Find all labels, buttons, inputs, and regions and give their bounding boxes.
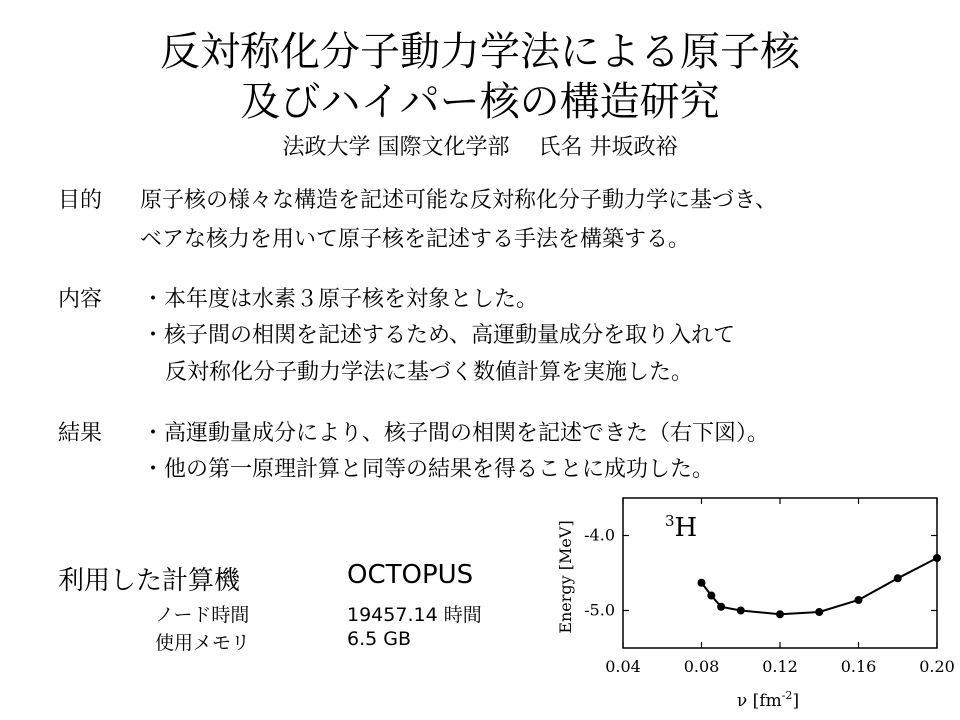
computer-name: OCTOPUS <box>347 560 474 590</box>
computer-label: 利用した計算機 <box>58 566 241 596</box>
purpose-line-1: 原子核の様々な構造を記述可能な反対称化分子動力学に基づき、 <box>140 188 778 213</box>
x-tick-label: 0.16 <box>840 657 877 676</box>
results-label: 結果 <box>58 421 103 446</box>
series-line <box>702 558 938 614</box>
x-axis-label-superscript: -2 <box>781 689 793 702</box>
data-point <box>776 610 784 618</box>
page-title-line2: 及びハイパー核の構造研究 <box>240 79 720 125</box>
memory-label: 使用メモリ <box>155 632 251 654</box>
energy-chart <box>548 492 960 720</box>
memory-value: 6.5 GB <box>347 628 412 650</box>
page-title-line1: 反対称化分子動力学法による原子核 <box>160 29 800 75</box>
x-axis-label-end: ] <box>792 691 800 711</box>
data-point <box>855 596 863 604</box>
y-tick-label: -5.0 <box>584 600 615 620</box>
annotation-main: H <box>674 513 698 543</box>
data-point <box>933 554 941 562</box>
data-point <box>815 608 823 616</box>
y-axis-label: Energy [MeV] <box>556 520 575 634</box>
data-point <box>894 574 902 582</box>
x-tick-label: 0.20 <box>919 657 955 676</box>
tick-label-group <box>584 526 955 677</box>
content-line-3: 反対称化分子動力学法に基づく数値計算を実施した。 <box>165 360 694 385</box>
page-subtitle: 法政大学 国際文化学部 氏名 井坂政裕 <box>282 135 678 160</box>
y-tick-label: -4.0 <box>584 525 615 545</box>
data-point <box>698 579 706 587</box>
purpose-line-2: ベアな核力を用いて原子核を記述する手法を構築する。 <box>140 227 691 252</box>
x-tick-label: 0.08 <box>683 657 720 676</box>
data-point <box>717 603 725 611</box>
annotation-superscript: 3 <box>665 512 675 530</box>
data-point <box>707 592 715 600</box>
x-tick-label: 0.12 <box>762 657 798 676</box>
results-line-2: ・他の第一原理計算と同等の結果を得ることに成功した。 <box>142 457 715 482</box>
x-tick-label: 0.04 <box>605 657 641 676</box>
content-label: 内容 <box>58 287 103 312</box>
purpose-label: 目的 <box>58 188 103 213</box>
content-line-1: ・本年度は水素３原子核を対象とした。 <box>142 287 539 312</box>
x-axis-label <box>737 689 799 711</box>
content-line-2: ・核子間の相関を記述するため、高運動量成分を取り入れて <box>142 323 736 348</box>
data-point <box>737 607 745 615</box>
annotation <box>665 512 697 543</box>
x-axis-label-main: ν [fm <box>736 691 782 711</box>
results-line-1: ・高運動量成分により、核子間の相関を記述できた（右下図）。 <box>142 421 770 446</box>
node-time-value: 19457.14 時間 <box>347 604 482 626</box>
node-time-label: ノード時間 <box>155 604 250 626</box>
